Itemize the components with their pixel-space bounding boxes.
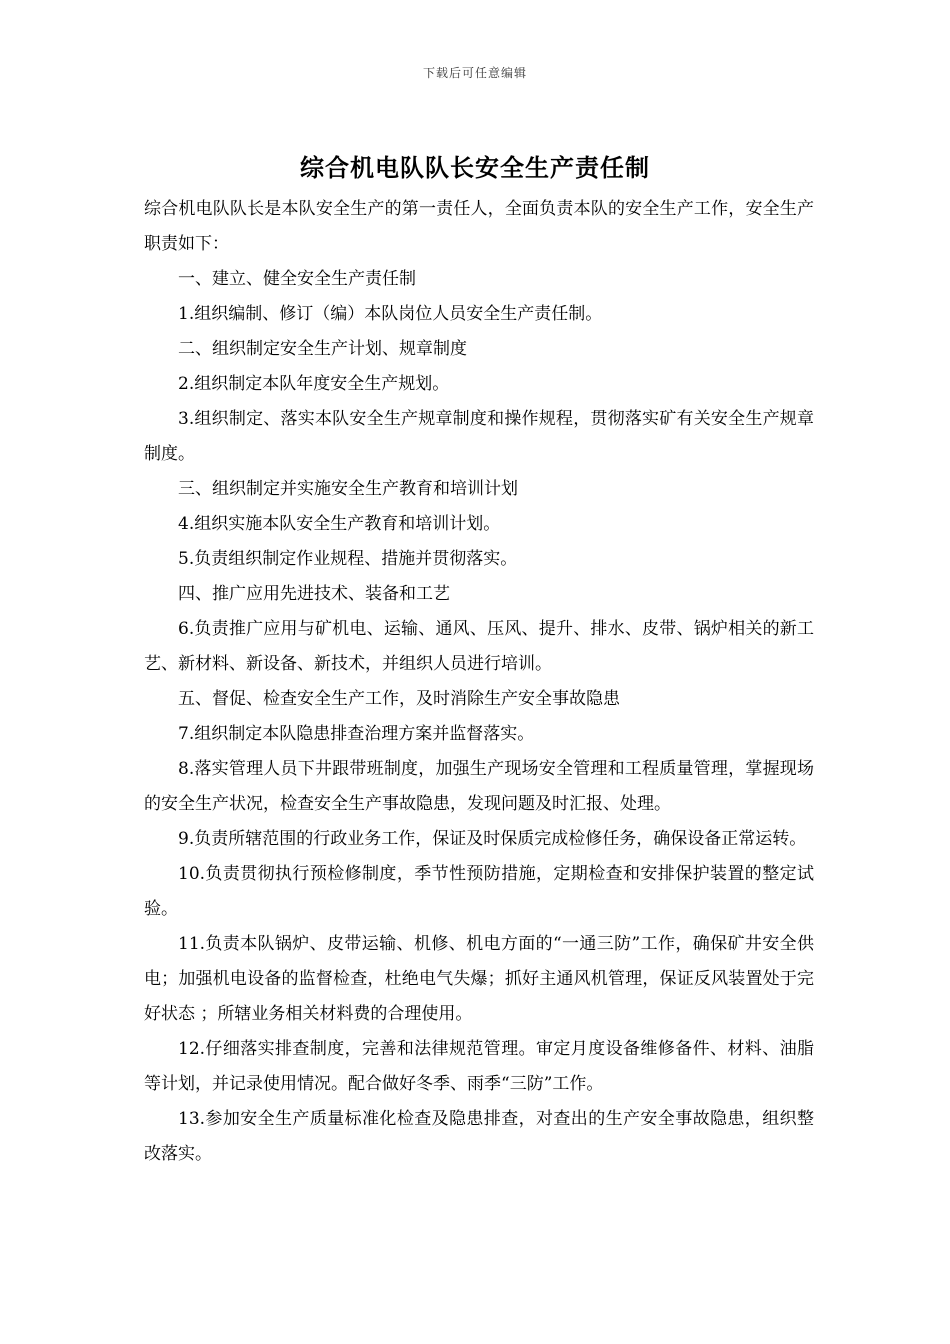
duty-item-5: 5.负责组织制定作业规程、措施并贯彻落实。 <box>178 549 518 569</box>
duty-item-2: 2.组织制定本队年度安全生产规划。 <box>178 374 450 394</box>
duty-item-13: 13.参加安全生产质量标准化检查及隐患排查，对查出的生产安全事故隐患，组织整改落实。 <box>144 1109 814 1164</box>
duty-item-4: 4.组织实施本队安全生产教育和培训计划。 <box>178 514 501 534</box>
duty-item-1: 1.组织编制、修订（编）本队岗位人员安全生产责任制。 <box>178 304 603 324</box>
section-heading-4: 四、推广应用先进技术、装备和工艺 <box>178 584 450 604</box>
duty-item-3: 3.组织制定、落实本队安全生产规章制度和操作规程，贯彻落实矿有关安全生产规章制度。 <box>144 409 814 464</box>
duty-item-12: 12.仔细落实排查制度，完善和法律规范管理。审定月度设备维修备件、材料、油脂等计划，并记录使用情况。配合做好冬季、雨季“三防”工作。 <box>144 1039 814 1094</box>
duty-item-8: 8.落实管理人员下井跟带班制度，加强生产现场安全管理和工程质量管理，掌握现场的安全生产状况，检查安全生产事故隐患，发现问题及时汇报、处理。 <box>144 759 814 814</box>
paragraph-intro: 综合机电队队长是本队安全生产的第一责任人，全面负责本队的安全生产工作，安全生产职责如下： <box>144 199 814 254</box>
document-title: 综合机电队队长安全生产责任制 <box>300 153 650 182</box>
duty-item-6: 6.负责推广应用与矿机电、运输、通风、压风、提升、排水、皮带、锅炉相关的新工艺、新材料、新设备、新技术，并组织人员进行培训。 <box>144 619 814 674</box>
duty-item-10: 10.负责贯彻执行预检修制度，季节性预防措施，定期检查和安排保护装置的整定试验。 <box>144 864 814 919</box>
duty-item-7: 7.组织制定本队隐患排查治理方案并监督落实。 <box>178 724 535 744</box>
section-heading-3: 三、组织制定并实施安全生产教育和培训计划 <box>178 479 518 499</box>
duty-item-11: 11.负责本队锅炉、皮带运输、机修、机电方面的“一通三防”工作，确保矿井安全供电；加强机电设备的监督检查，杜绝电气失爆；抓好主通风机管理，保证反风装置处于完好状态 ；所辖业务相关材料费的合理使用。 <box>144 934 814 1024</box>
header-note: 下载后可任意编辑 <box>422 66 527 80</box>
section-heading-5: 五、督促、检查安全生产工作，及时消除生产安全事故隐患 <box>178 689 620 709</box>
section-heading-2: 二、组织制定安全生产计划、规章制度 <box>178 339 467 359</box>
document-body <box>144 192 814 1172</box>
section-heading-1: 一、建立、健全安全生产责任制 <box>178 269 416 289</box>
duty-item-9: 9.负责所辖范围的行政业务工作，保证及时保质完成检修任务，确保设备正常运转。 <box>178 829 807 849</box>
